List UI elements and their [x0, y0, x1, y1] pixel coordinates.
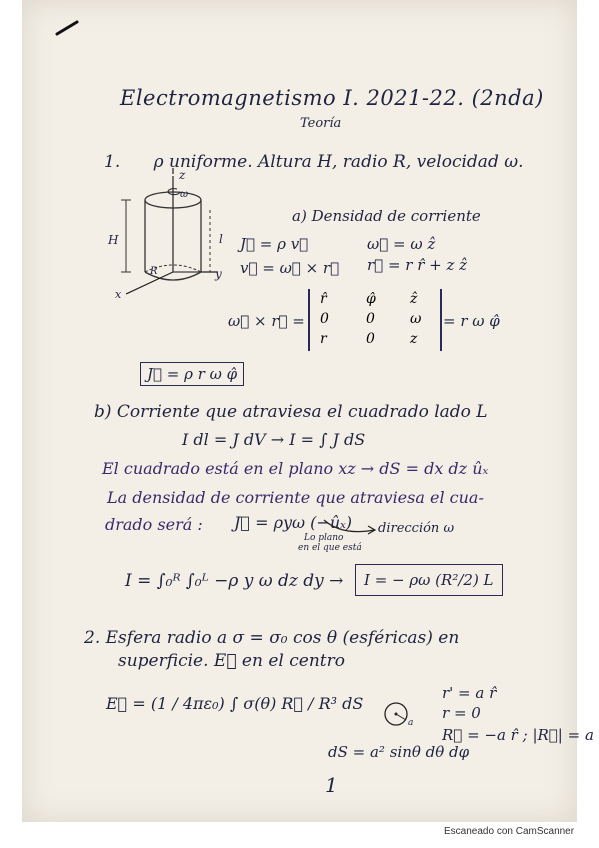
fig-label-z: z	[179, 168, 186, 182]
matrix-cell: ω	[410, 311, 422, 327]
eq-omega-vec: ω⃗ = ω ẑ	[367, 235, 436, 253]
small-note-1: Lo plano	[304, 533, 344, 543]
fig-label-H: H	[108, 233, 119, 247]
scanner-footer: Escaneado con CamScanner	[444, 826, 575, 837]
eq-r-prime: r' = a r̂	[442, 684, 497, 702]
matrix-cell: r	[320, 331, 327, 347]
eq-dS: dS = a² sinθ dθ dφ	[328, 743, 470, 761]
page-number: 1	[325, 773, 338, 797]
fig-label-R: R	[150, 266, 158, 277]
problem-1-number: 1.	[104, 152, 121, 172]
eq-v-cross: v⃗ = ω⃗ × r⃗	[240, 259, 340, 277]
arrow-note: dirección ω	[378, 521, 455, 536]
matrix-cell: 0	[366, 331, 375, 347]
result-J-boxed: J⃗ = ρ r ω φ̂	[140, 362, 244, 386]
text-plane: El cuadrado está en el plano xz → dS = dx dz ûₓ	[102, 459, 489, 478]
problem-2-text-1: Esfera radio a σ = σ₀ cos θ (esféricas) en	[105, 628, 460, 648]
eq-r-zero: r = 0	[442, 704, 481, 722]
matrix-cell: r̂	[320, 291, 327, 307]
cross-product-rhs: = r ω φ̂	[443, 312, 500, 330]
fig-label-y: y	[215, 267, 222, 281]
matrix-cell: ẑ	[410, 291, 418, 307]
notebook-page	[22, 0, 594, 822]
sphere-sketch	[382, 700, 422, 730]
eq-R-vec: R⃗ = −a r̂ ; |R⃗| = a	[442, 726, 594, 744]
fig-label-l: l	[219, 232, 223, 246]
eq-E-field: E⃗ = (1 / 4πε₀) ∫ σ(θ) R⃗ / R³ dS	[106, 694, 364, 713]
eq-integral: I = ∫₀ᴿ ∫₀ᴸ −ρ y ω dz dy →	[125, 571, 344, 591]
problem-2-number: 2.	[84, 628, 101, 648]
problem-2-statement	[84, 628, 459, 648]
part-b-label: b) Corriente que atraviesa el cuadrado lado L	[94, 402, 488, 422]
eq-J-rho-v: J⃗ = ρ v⃗	[240, 235, 309, 253]
matrix-cell: 0	[320, 311, 329, 327]
problem-2-text-2: superficie. E⃗ en el centro	[118, 651, 345, 671]
result-I-boxed: I = − ρω (R²/2) L	[355, 564, 503, 596]
eq-J-square: J⃗ = ρyω (−ûₓ)	[234, 513, 353, 532]
eq-current-def: I dl = J dV → I = ∫ J dS	[182, 430, 366, 449]
cross-product-matrix	[308, 289, 442, 351]
page-subtitle: Teoría	[300, 116, 342, 131]
cross-product-lhs: ω⃗ × r⃗ =	[228, 312, 305, 330]
page-title: Electromagnetismo I. 2021-22. (2nda)	[120, 86, 544, 110]
text-density-1: La densidad de corriente que atraviesa el cua-	[107, 488, 484, 507]
text-density-2: drado será :	[105, 515, 203, 534]
matrix-cell: φ̂	[366, 291, 376, 307]
matrix-cell: z	[410, 331, 418, 347]
problem-1-text: ρ uniforme. Altura H, radio R, velocidad ω.	[153, 152, 524, 172]
part-a-label: a) Densidad de corriente	[292, 207, 481, 225]
eq-r-vec: r⃗ = r r̂ + z ẑ	[367, 256, 468, 274]
fig-label-omega: ω	[180, 189, 189, 200]
pen-mark	[55, 18, 85, 38]
sphere-radius-label: a	[408, 718, 414, 728]
fig-label-x: x	[115, 288, 122, 301]
matrix-cell: 0	[366, 311, 375, 327]
small-note-2: en el que está	[298, 543, 362, 553]
